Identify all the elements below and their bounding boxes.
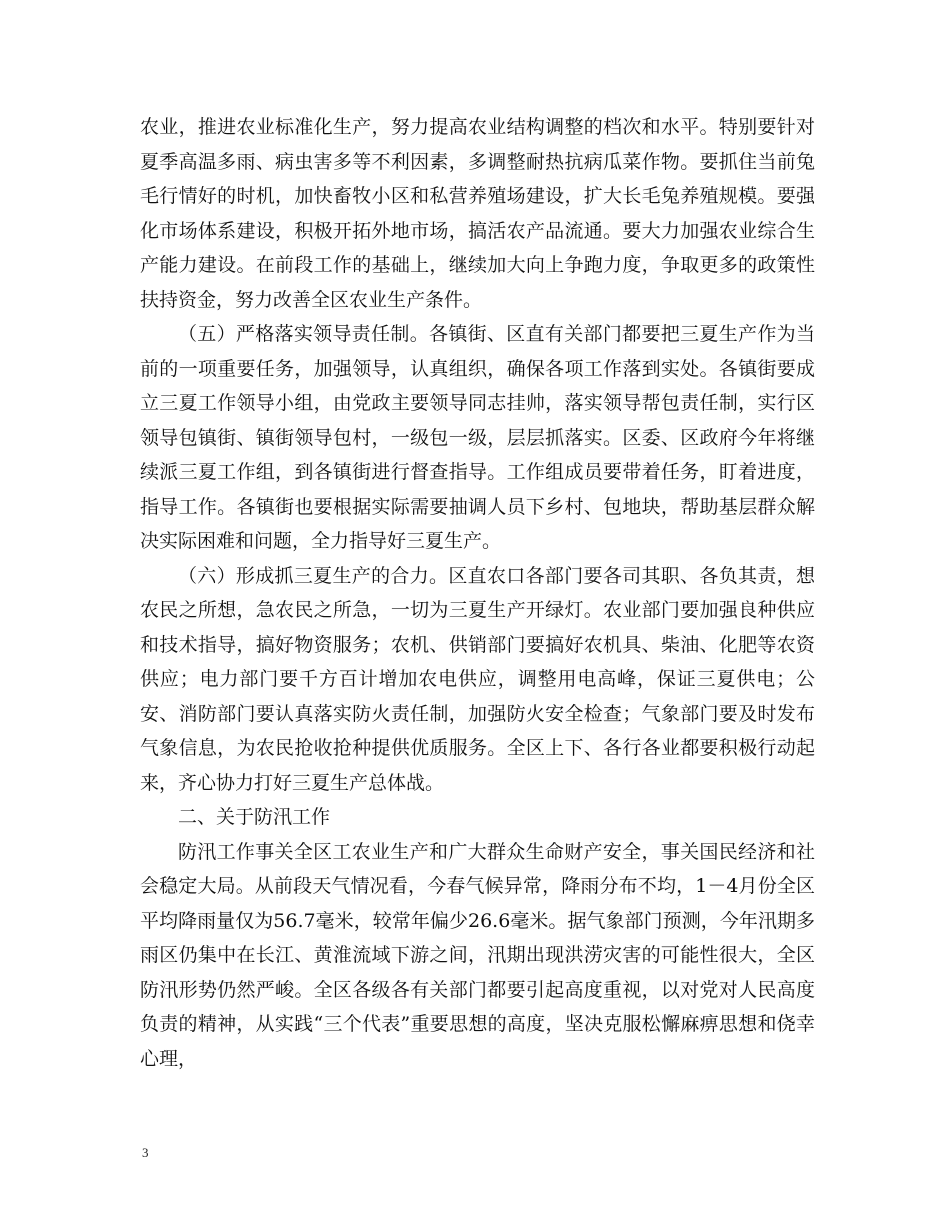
body-text [140,110,815,1076]
paragraph-flood-control: 防汛工作事关全区工农业生产和广大群众生命财产安全，事关国民经济和社会稳定大局。从前段天气情况看，今春气候异常，降雨分布不均，1－4月份全区平均降雨量仅为56.7毫米，较常年偏少26.6毫米。据气象部门预测，今年汛期多雨区仍集中在长江、黄淮流域下游之间，汛期出现洪涝灾害的可能性很大，全区防汛形势仍然严峻。全区各级各有关部门都要引起高度重视，以对党对人民高度负责的精神，从实践“三个代表”重要思想的高度，坚决克服松懈麻痹思想和侥幸心理， [140,840,815,1070]
section-heading-flood-control: 二、关于防汛工作 [178,806,331,828]
paragraph-leadership-responsibility: （五）严格落实领导责任制。各镇街、区直有关部门都要把三夏生产作为当前的一项重要任务，加强领导，认真组织，确保各项工作落到实处。各镇街要成立三夏工作领导小组，由党政主要领导同志挂帅，落实领导帮包责任制，实行区领导包镇街、镇街领导包村，一级包一级，层层抓落实。区委、区政府今年将继续派三夏工作组，到各镇街进行督查指导。工作组成员要带着任务，盯着进度，指导工作。各镇街也要根据实际需要抽调人员下乡村、包地块，帮助基层群众解决实际困难和问题，全力指导好三夏生产。 [140,323,815,552]
page-number: 3 [142,1145,149,1160]
paragraph-continuation: 农业，推进农业标准化生产，努力提高农业结构调整的档次和水平。特别要针对夏季高温多雨、病虫害多等不利因素，多调整耐热抗病瓜菜作物。要抓住当前兔毛行情好的时机，加快畜牧小区和私营养殖场建设，扩大长毛兔养殖规模。要强化市场体系建设，积极开拓外地市场，搞活农产品流通。要大力加强农业综合生产能力建设。在前段工作的基础上，继续加大向上争跑力度，争取更多的政策性扶持资金，努力改善全区农业生产条件。 [140,116,815,311]
paragraph-joint-effort: （六）形成抓三夏生产的合力。区直农口各部门要各司其职、各负其责，想农民之所想，急农民之所急，一切为三夏生产开绿灯。农业部门要加强良种供应和技术指导，搞好物资服务；农机、供销部门要搞好农机具、柴油、化肥等农资供应；电力部门要千方百计增加农电供应，调整用电高峰，保证三夏供电；公安、消防部门要认真落实防火责任制，加强防火安全检查；气象部门要及时发布气象信息，为农民抢收抢种提供优质服务。全区上下、各行各业都要积极行动起来，齐心协力打好三夏生产总体战。 [140,564,815,794]
